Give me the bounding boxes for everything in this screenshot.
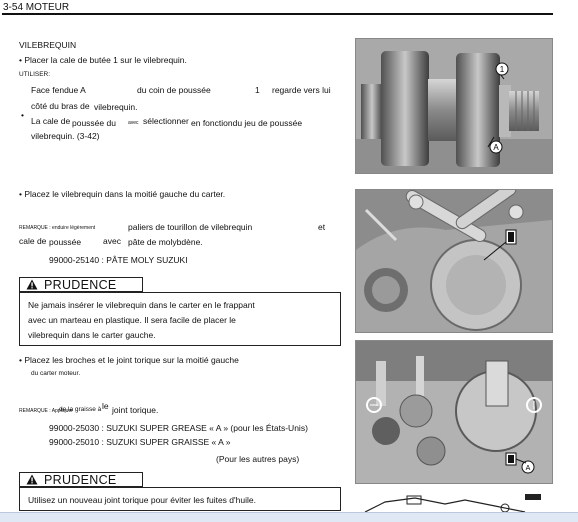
caution1-line1: Ne jamais insérer le vilebrequin dans le carter en le frappant — [28, 300, 255, 310]
crankcase-illustration — [356, 190, 552, 332]
face-a-text: Face fendue A — [31, 85, 86, 95]
moly-paste-product: 99000-25140 : PÂTE MOLY SUZUKI — [49, 255, 188, 265]
poussee-du-text: poussée du — [72, 118, 116, 128]
diagram-partial — [355, 490, 551, 512]
step-place-crankshaft: • Placez le vilebrequin dans la moitié gauche du carter. — [19, 189, 226, 199]
caution1-line3: vilebrequin dans le carter gauche. — [28, 330, 156, 340]
cote-text: côté du bras de — [31, 101, 90, 111]
caution2-line1: Utilisez un nouveau joint torique pour éviter les fuites d'huile. — [28, 495, 256, 505]
photo-dowels-oring — [355, 340, 553, 484]
caution-title-2: PRUDENCE — [44, 472, 117, 487]
avec-text: avec — [103, 236, 121, 246]
section-heading: VILEBREQUIN — [19, 40, 77, 50]
header-rule — [2, 13, 553, 15]
poussee-text: poussée — [49, 237, 82, 247]
callout-a: A — [493, 143, 499, 152]
coin-text: du coin de poussée — [137, 85, 211, 95]
page-header-title: 3-54 MOTEUR — [3, 2, 70, 13]
joint-torique-text: joint torique. — [112, 405, 159, 415]
bullet: • — [21, 110, 24, 120]
utiliser-label: UTILISER: — [19, 71, 51, 78]
selectionner-text: sélectionner — [143, 116, 189, 126]
graisse-text: de la graisse à — [59, 406, 102, 413]
grease-product-other: 99000-25010 : SUZUKI SUPER GRAISSE « A » — [49, 437, 231, 447]
warning-icon — [26, 279, 38, 290]
paliers-text: paliers de tourillon de vilebrequin — [128, 222, 253, 232]
other-countries-text: (Pour les autres pays) — [216, 454, 300, 464]
callout-1: 1 — [499, 65, 505, 74]
callout-a-2: A — [525, 465, 531, 472]
caution1-line2: avec un marteau en plastique. Il sera facile de placer le — [28, 315, 236, 325]
caution-title-1: PRUDENCE — [44, 277, 117, 292]
caution-title-box-2 — [19, 472, 143, 487]
remarque-label: REMARQUE : enduire légèrement — [19, 225, 96, 231]
photo-crankshaft-in-case — [355, 189, 553, 333]
vilebrequin-ref: vilebrequin. (3-42) — [31, 131, 100, 141]
step-dowels-cont: du carter moteur. — [31, 370, 81, 377]
num-1-text: 1 — [255, 85, 260, 95]
crankshaft-illustration — [356, 39, 552, 173]
warning-icon — [26, 474, 38, 485]
et-text: et — [318, 222, 326, 232]
step-place-dowels: • Placez les broches et le joint torique sur la moitié gauche — [19, 355, 239, 365]
regarde-text: regarde vers lui — [272, 85, 331, 95]
step-thrust-washer: • Placer la cale de butée 1 sur le vilebrequin. — [19, 55, 187, 65]
le-text: le — [102, 401, 109, 411]
caution-title-box-1 — [19, 277, 143, 292]
remarque-label-2: REMARQUE : Appliquer — [19, 408, 73, 414]
avec-small: avec — [128, 120, 139, 126]
crankcase-dowels-illustration — [356, 341, 552, 483]
vilebrequin-word: vilebrequin. — [94, 102, 138, 112]
line-drawing-illustration — [355, 490, 551, 512]
cale-de-text-2: cale de — [19, 236, 47, 246]
pate-text: pâte de molybdène. — [128, 237, 203, 247]
en-fonction-text: en fonctiondu jeu de poussée — [191, 118, 303, 128]
grease-product-us: 99000-25030 : SUZUKI SUPER GREASE « A » (pour les États-Unis) — [49, 423, 308, 433]
photo-crankshaft-thrust-washer — [355, 38, 553, 174]
cale-de-text: La cale de — [31, 116, 71, 126]
